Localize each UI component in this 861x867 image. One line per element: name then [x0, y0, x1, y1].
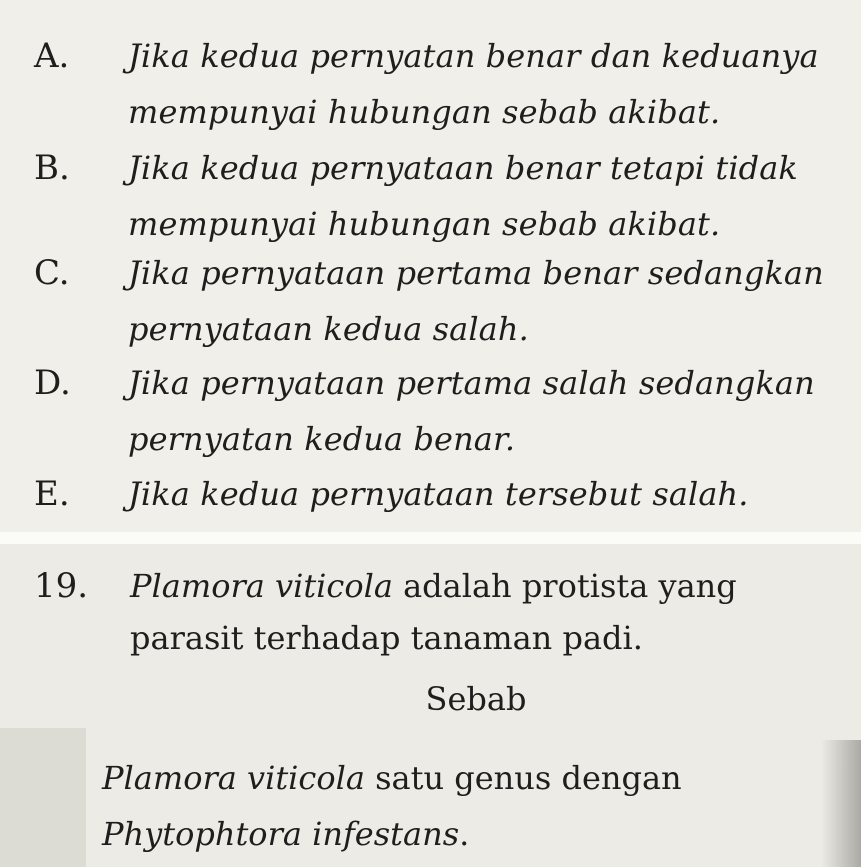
reason-species-name-2: Phytophtora infestans: [102, 815, 460, 853]
option-letter: A.: [34, 36, 70, 76]
statement-text: adalah protista yang parasit terhadap tanaman padi.: [130, 567, 737, 657]
option-letter: D.: [34, 363, 71, 403]
reason-statement: [102, 750, 822, 862]
option-text: Jika kedua pernyataan tersebut salah.: [128, 475, 749, 513]
reason-period: .: [459, 815, 470, 853]
connector-word: Sebab: [425, 680, 527, 718]
question-number: 19.: [34, 566, 89, 606]
question-statement: [130, 560, 830, 664]
species-name: Plamora viticola: [130, 567, 393, 605]
option-letter: C.: [34, 253, 70, 293]
page-edge-shadow: [821, 740, 861, 867]
reason-text: satu genus dengan: [364, 759, 682, 797]
option-letter: E.: [34, 474, 70, 514]
option-text: Jika pernyataan pertama benar sedangkan pernyataan kedua salah.: [128, 254, 824, 348]
reason-species-name: Plamora viticola: [102, 759, 365, 797]
page-corner-shade: [0, 728, 86, 867]
option-text: Jika pernyataan pertama salah sedangkan pernyatan kedua benar.: [128, 364, 815, 458]
option-text: Jika kedua pernyatan benar dan keduanya mempunyai hubungan sebab akibat.: [128, 37, 819, 131]
section-divider: [0, 532, 861, 544]
option-text: Jika kedua pernyataan benar tetapi tidak mempunyai hubungan sebab akibat.: [128, 149, 798, 243]
option-letter: B.: [34, 148, 70, 188]
